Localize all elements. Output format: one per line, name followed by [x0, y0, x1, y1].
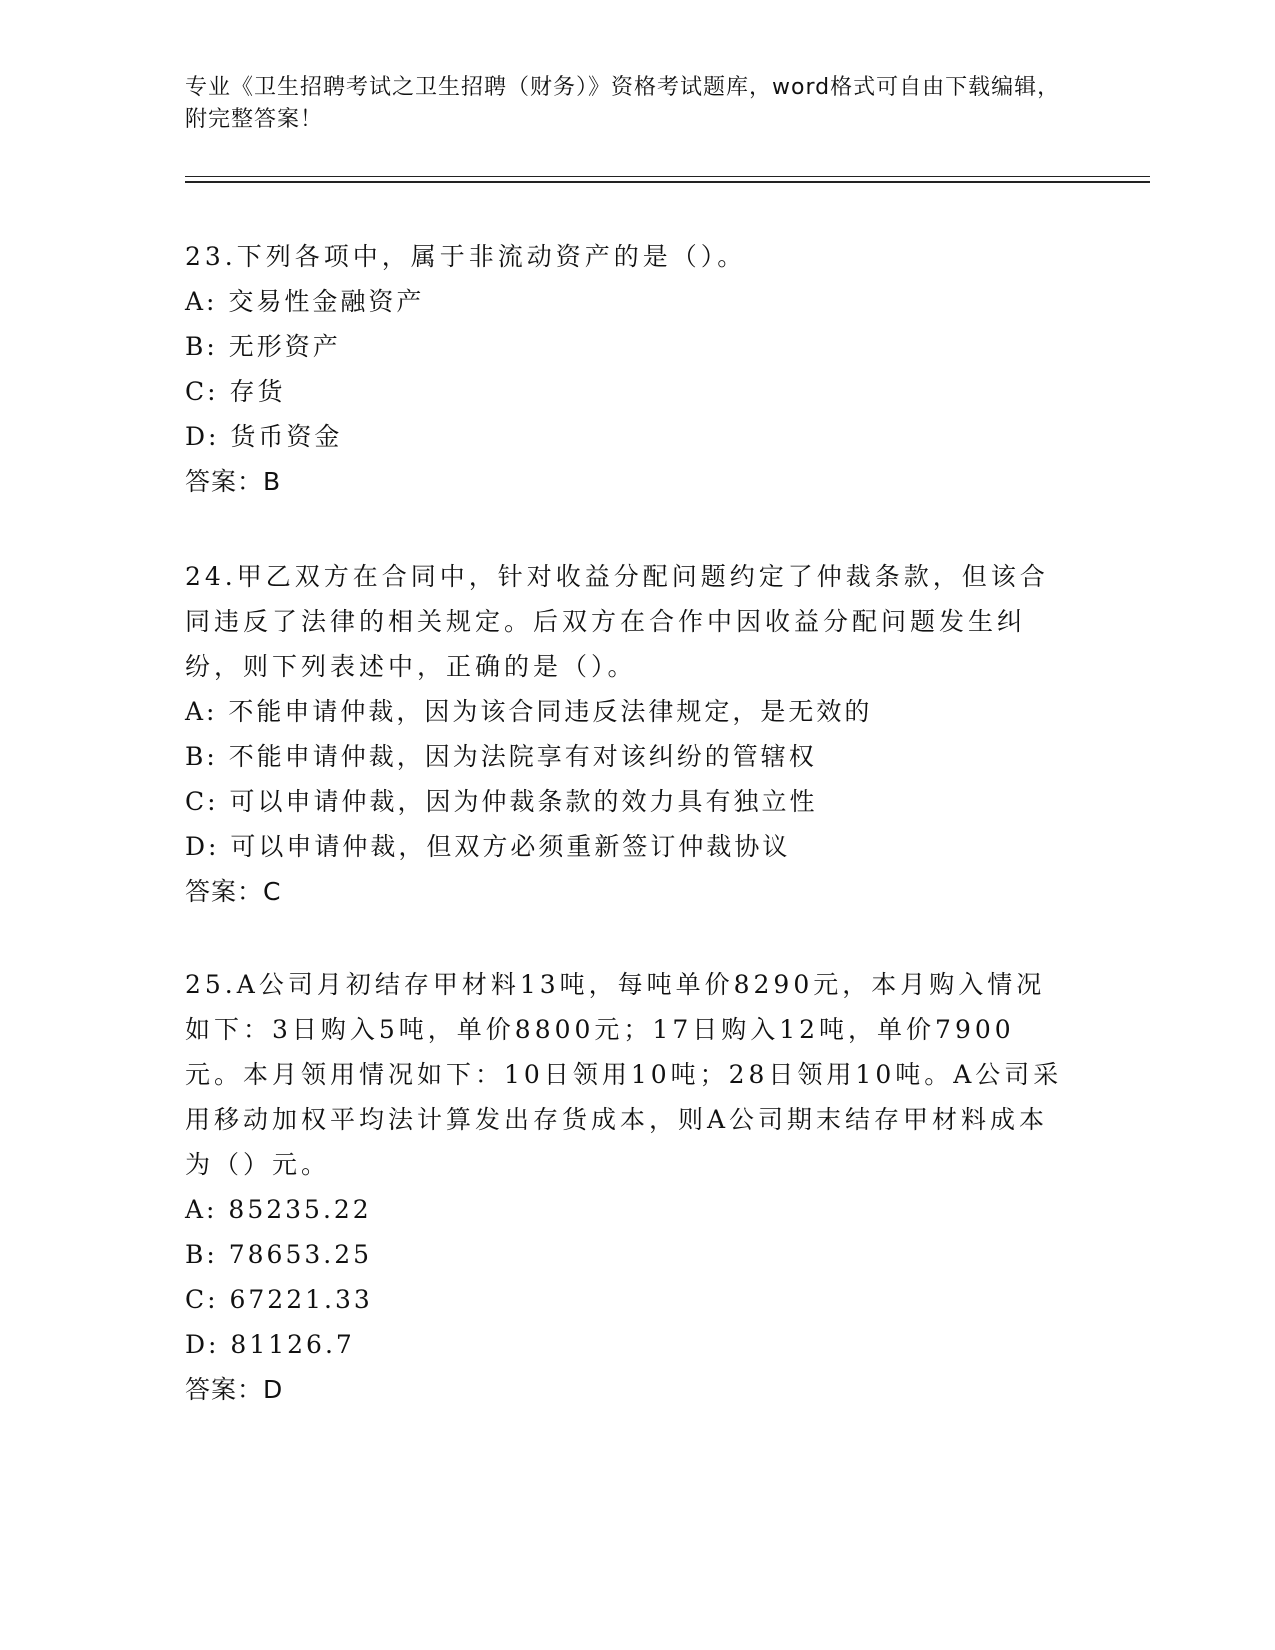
option-d: D: 可以申请仲裁，但双方必须重新签订仲裁协议: [185, 832, 791, 861]
option-d: D: 81126.7: [185, 1330, 355, 1359]
option-c: C: 可以申请仲裁，因为仲裁条款的效力具有独立性: [185, 787, 818, 816]
answer-line: 答案：D: [185, 1375, 284, 1404]
question-stem: 23.下列各项中，属于非流动资产的是（）。: [185, 242, 747, 271]
option-b: B: 无形资产: [185, 332, 341, 361]
option-a: A: 不能申请仲裁，因为该合同违反法律规定，是无效的: [185, 697, 873, 726]
option-list: [185, 279, 1065, 459]
option-list: [185, 1187, 1065, 1367]
option-c: C: 存货: [185, 377, 286, 406]
option-c: C: 67221.33: [185, 1285, 373, 1314]
header-divider: [185, 176, 1150, 177]
option-a: A: 85235.22: [185, 1195, 372, 1224]
option-a: A: 交易性金融资产: [185, 287, 425, 316]
option-d: D: 货币资金: [185, 422, 343, 451]
answer-line: 答案：B: [185, 467, 282, 496]
answer-line: 答案：C: [185, 877, 282, 906]
option-b: B: 不能申请仲裁，因为法院享有对该纠纷的管辖权: [185, 742, 817, 771]
question-25: [185, 962, 1065, 1412]
question-stem: 24.甲乙双方在合同中，针对收益分配问题约定了仲裁条款，但该合同违反了法律的相关规定。后双方在合作中因收益分配问题发生纠纷，则下列表述中，正确的是（）。: [185, 562, 1049, 681]
option-b: B: 78653.25: [185, 1240, 373, 1269]
question-stem: 25.A公司月初结存甲材料13吨，每吨单价8290元，本月购入情况如下：3日购入5吨，单价8800元；17日购入12吨，单价7900元。本月领用情况如下：10日领用10吨；28日领用10吨。A公司采用移动加权平均法计算发出存货成本，则A公司期末结存甲材料成本为（）元。: [185, 970, 1063, 1179]
document-header: 专业《卫生招聘考试之卫生招聘（财务）》资格考试题库，word格式可自由下载编辑，附完整答案！: [185, 75, 1061, 132]
option-list: [185, 689, 1065, 869]
question-23: [185, 234, 1065, 504]
question-24: [185, 554, 1065, 914]
header-divider-thick: [185, 181, 1150, 183]
